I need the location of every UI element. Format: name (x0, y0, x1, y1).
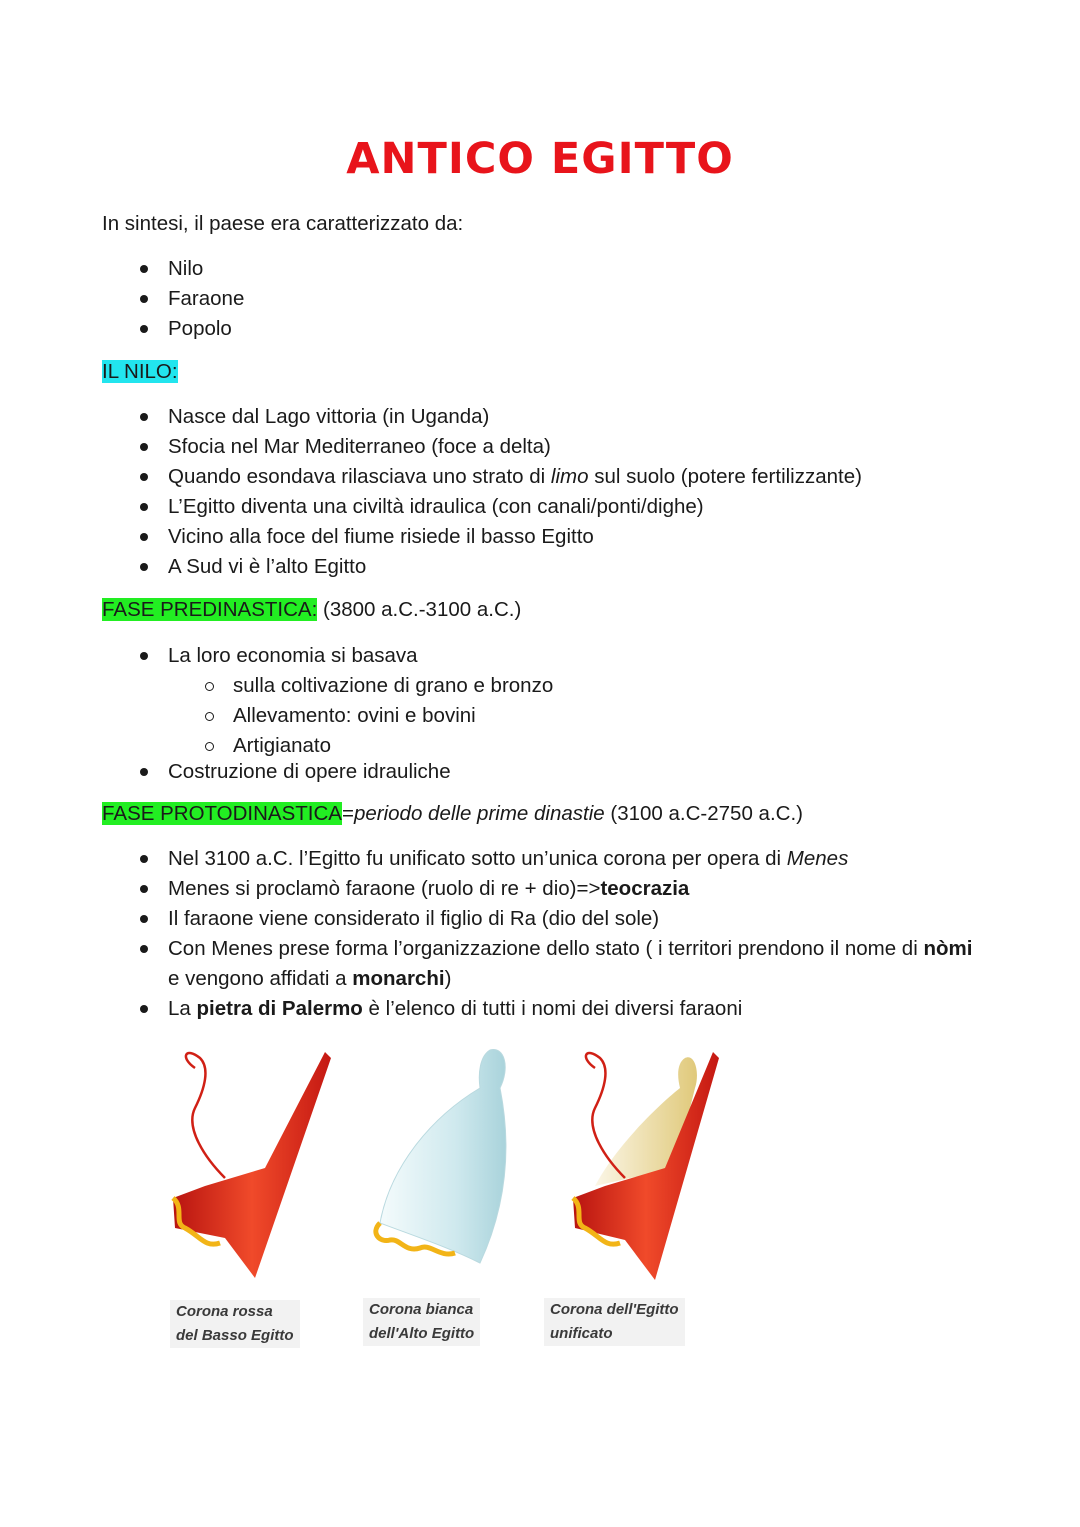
nilo-heading: IL NILO: (102, 360, 178, 383)
list-item (140, 874, 988, 904)
sub-list-item (140, 701, 553, 731)
list-item: La loro economia si basava (140, 641, 418, 671)
predinastica-dates: (3800 a.C.-3100 a.C.) (317, 598, 522, 621)
list-item (140, 994, 988, 1024)
protodinastica-list (140, 844, 988, 1024)
protodinastica-definition: periodo delle prime dinastie (353, 802, 605, 825)
caption-red-crown: Corona rossa del Basso Egitto (170, 1300, 300, 1348)
list-item: A Sud vi è l’alto Egitto (140, 552, 862, 582)
text-span: Allevamento: ovini e bovini (233, 704, 476, 727)
text-span: ) (444, 967, 452, 990)
text-span: e vengono affidati a (168, 967, 353, 990)
predinastica-heading-line (102, 596, 521, 624)
nilo-heading-line (102, 358, 178, 386)
text-span: La (168, 997, 197, 1020)
caption-unified-crown: Corona dell'Egitto unificato (544, 1298, 685, 1346)
predinastica-sublist (140, 671, 553, 761)
limo-term: limo (550, 465, 589, 488)
crowns-figure (160, 1048, 720, 1358)
predinastica-heading: FASE PREDINASTICA: (102, 598, 318, 621)
protodinastica-heading-line (102, 800, 803, 828)
nomi-term: nòmi (923, 937, 973, 960)
list-item: Faraone (140, 284, 244, 314)
list-item: Il faraone viene considerato il figlio di Ra (dio del sole) (140, 904, 988, 934)
red-crown-image (165, 1048, 335, 1288)
menes-name: Menes (786, 847, 849, 870)
protodinastica-heading: FASE PROTODINASTICA (102, 802, 342, 825)
list-item (140, 934, 988, 994)
nilo-list (140, 402, 862, 582)
text-span: Menes si proclamò faraone (ruolo di re + dio)=> (168, 877, 601, 900)
text-span: Nel 3100 a.C. l’Egitto fu unificato sotto un’unica corona per opera di (168, 847, 787, 870)
text-span: sul suolo (potere fertilizzante) (588, 465, 862, 488)
predinastica-list (140, 641, 418, 671)
intro-list (140, 254, 244, 344)
text-span: Quando esondava rilasciava uno strato di (168, 465, 551, 488)
text-span: Artigianato (233, 734, 332, 757)
text-span: = (341, 802, 354, 825)
protodinastica-dates: (3100 a.C-2750 a.C.) (604, 802, 803, 825)
text-span: sulla coltivazione di grano e bronzo (233, 674, 554, 697)
list-item (140, 844, 988, 874)
monarchi-term: monarchi (352, 967, 445, 990)
unified-crown-image (555, 1048, 725, 1288)
intro-text: In sintesi, il paese era caratterizzato da: (102, 212, 464, 235)
pietra-term: pietra di Palermo (196, 997, 363, 1020)
text-span: è l’elenco di tutti i nomi dei diversi faraoni (362, 997, 743, 1020)
list-item: Nilo (140, 254, 244, 284)
predinastica-list-2 (140, 757, 451, 787)
list-item: Costruzione di opere idrauliche (140, 757, 451, 787)
list-item (140, 462, 862, 492)
teocrazia-term: teocrazia (600, 877, 690, 900)
list-item: Sfocia nel Mar Mediterraneo (foce a delta) (140, 432, 862, 462)
white-crown-image (360, 1048, 530, 1288)
list-item: L’Egitto diventa una civiltà idraulica (con canali/ponti/dighe) (140, 492, 862, 522)
list-item: Vicino alla foce del fiume risiede il basso Egitto (140, 522, 862, 552)
text-span: Con Menes prese forma l’organizzazione dello stato ( i territori prendono il nome di (168, 937, 924, 960)
list-item: Nasce dal Lago vittoria (in Uganda) (140, 402, 862, 432)
list-item: Popolo (140, 314, 244, 344)
page-title: ANTICO EGITTO (346, 134, 734, 184)
sub-list-item (140, 671, 553, 701)
caption-white-crown: Corona bianca dell'Alto Egitto (363, 1298, 480, 1346)
